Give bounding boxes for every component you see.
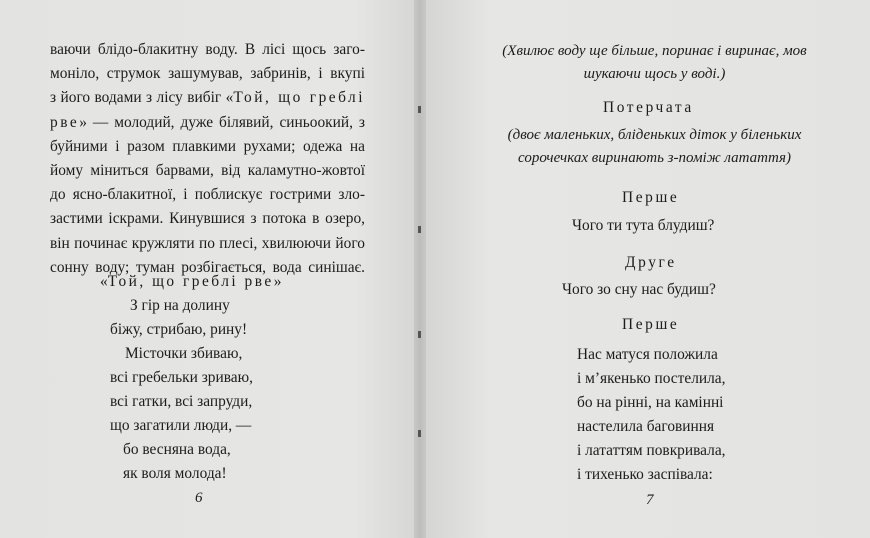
prose-line: йому міниться барвами, від каламутно-жовтої bbox=[50, 162, 365, 180]
prose-line: ваючи блідо-блакитну воду. В лісі щось заго- bbox=[50, 41, 365, 58]
speaker-heading bbox=[100, 270, 281, 294]
heading-poterchata: Потерчата bbox=[603, 99, 694, 116]
speaker-second: Друге bbox=[625, 254, 677, 271]
verse-line: З гір на долину bbox=[130, 297, 230, 314]
verse-line: всі гатки, всі запруди, bbox=[110, 393, 253, 410]
verse-line: бо на рінні, на камінні bbox=[577, 394, 724, 411]
prose-line bbox=[50, 111, 365, 135]
verse-line: і тихенько заспівала: bbox=[577, 466, 713, 483]
speaker-first: Перше bbox=[622, 316, 680, 333]
stage-direction-line: (Хвилює воду ще більше, поринає і виринає, мов bbox=[502, 43, 807, 59]
stage-direction bbox=[462, 40, 847, 86]
verse-line: настелила баговиння bbox=[577, 418, 715, 435]
speaker-name: Той, що греблі рве bbox=[107, 273, 274, 290]
binding-stitch bbox=[418, 106, 421, 113]
dialogue-line: Чого ти тута блудиш? bbox=[572, 217, 715, 234]
verse-line: всі гребельки зриваю, bbox=[110, 369, 253, 386]
binding-stitch bbox=[418, 331, 421, 338]
prose-line bbox=[50, 86, 365, 110]
prose-fragment: з його водами з лісу вибіг « bbox=[50, 89, 234, 107]
stage-direction-line: (двоє маленьких, бліденьких діток у біленьких bbox=[507, 127, 802, 143]
prose-line: до ясно-блакитної, і поблискує гострими зло- bbox=[50, 186, 365, 204]
stage-direction-line: сорочечках виринають з-поміж латаття) bbox=[518, 150, 791, 166]
stage-direction-poterchata bbox=[462, 124, 847, 170]
prose-fragment: » — молодий, дуже білявий, синьоокий, з bbox=[79, 113, 365, 131]
character-name-spaced: рве bbox=[50, 113, 80, 131]
verse-line: як воля молода! bbox=[123, 465, 227, 482]
page-number-left: 6 bbox=[195, 490, 203, 506]
prose-line: сонну воду; туман розбігається, вода синішає. bbox=[50, 258, 365, 276]
verse-line: і м’якенько постелила, bbox=[577, 370, 726, 387]
character-name-spaced: Той, що греблі bbox=[233, 89, 366, 107]
binding-stitch bbox=[418, 430, 421, 437]
prose-paragraph bbox=[50, 38, 365, 280]
dialogue-line: Чого зо сну нас будиш? bbox=[562, 281, 716, 298]
verse-line: Нас матуся положила bbox=[577, 346, 718, 363]
verse-line: біжу, стрибаю, рину! bbox=[110, 321, 248, 338]
verse-line: і лататтям повкривала, bbox=[577, 442, 726, 459]
verse-line: Місточки збиваю, bbox=[125, 345, 243, 362]
book-gutter bbox=[414, 0, 426, 538]
stage-direction-line: шукаючи щось у воді.) bbox=[583, 66, 726, 82]
verse-line: бо весняна вода, bbox=[123, 441, 231, 458]
prose-line: він починає кружляти по плесі, хвилюючи його bbox=[50, 234, 365, 252]
binding-stitch bbox=[418, 226, 421, 233]
verse-line: що загатили люди, — bbox=[110, 417, 252, 434]
prose-line: застими іскрами. Кинувшися з потока в озеро, bbox=[50, 210, 365, 228]
quote-open: « bbox=[100, 273, 108, 290]
prose-line: моніло, струмок зашумував, забринів, і вкупі bbox=[50, 65, 365, 83]
page-number-right: 7 bbox=[646, 492, 654, 508]
prose-line: буйними і разом плавкими рухами; одежа на bbox=[50, 137, 365, 155]
speaker-first: Перше bbox=[622, 189, 680, 206]
quote-close: » bbox=[273, 273, 282, 290]
